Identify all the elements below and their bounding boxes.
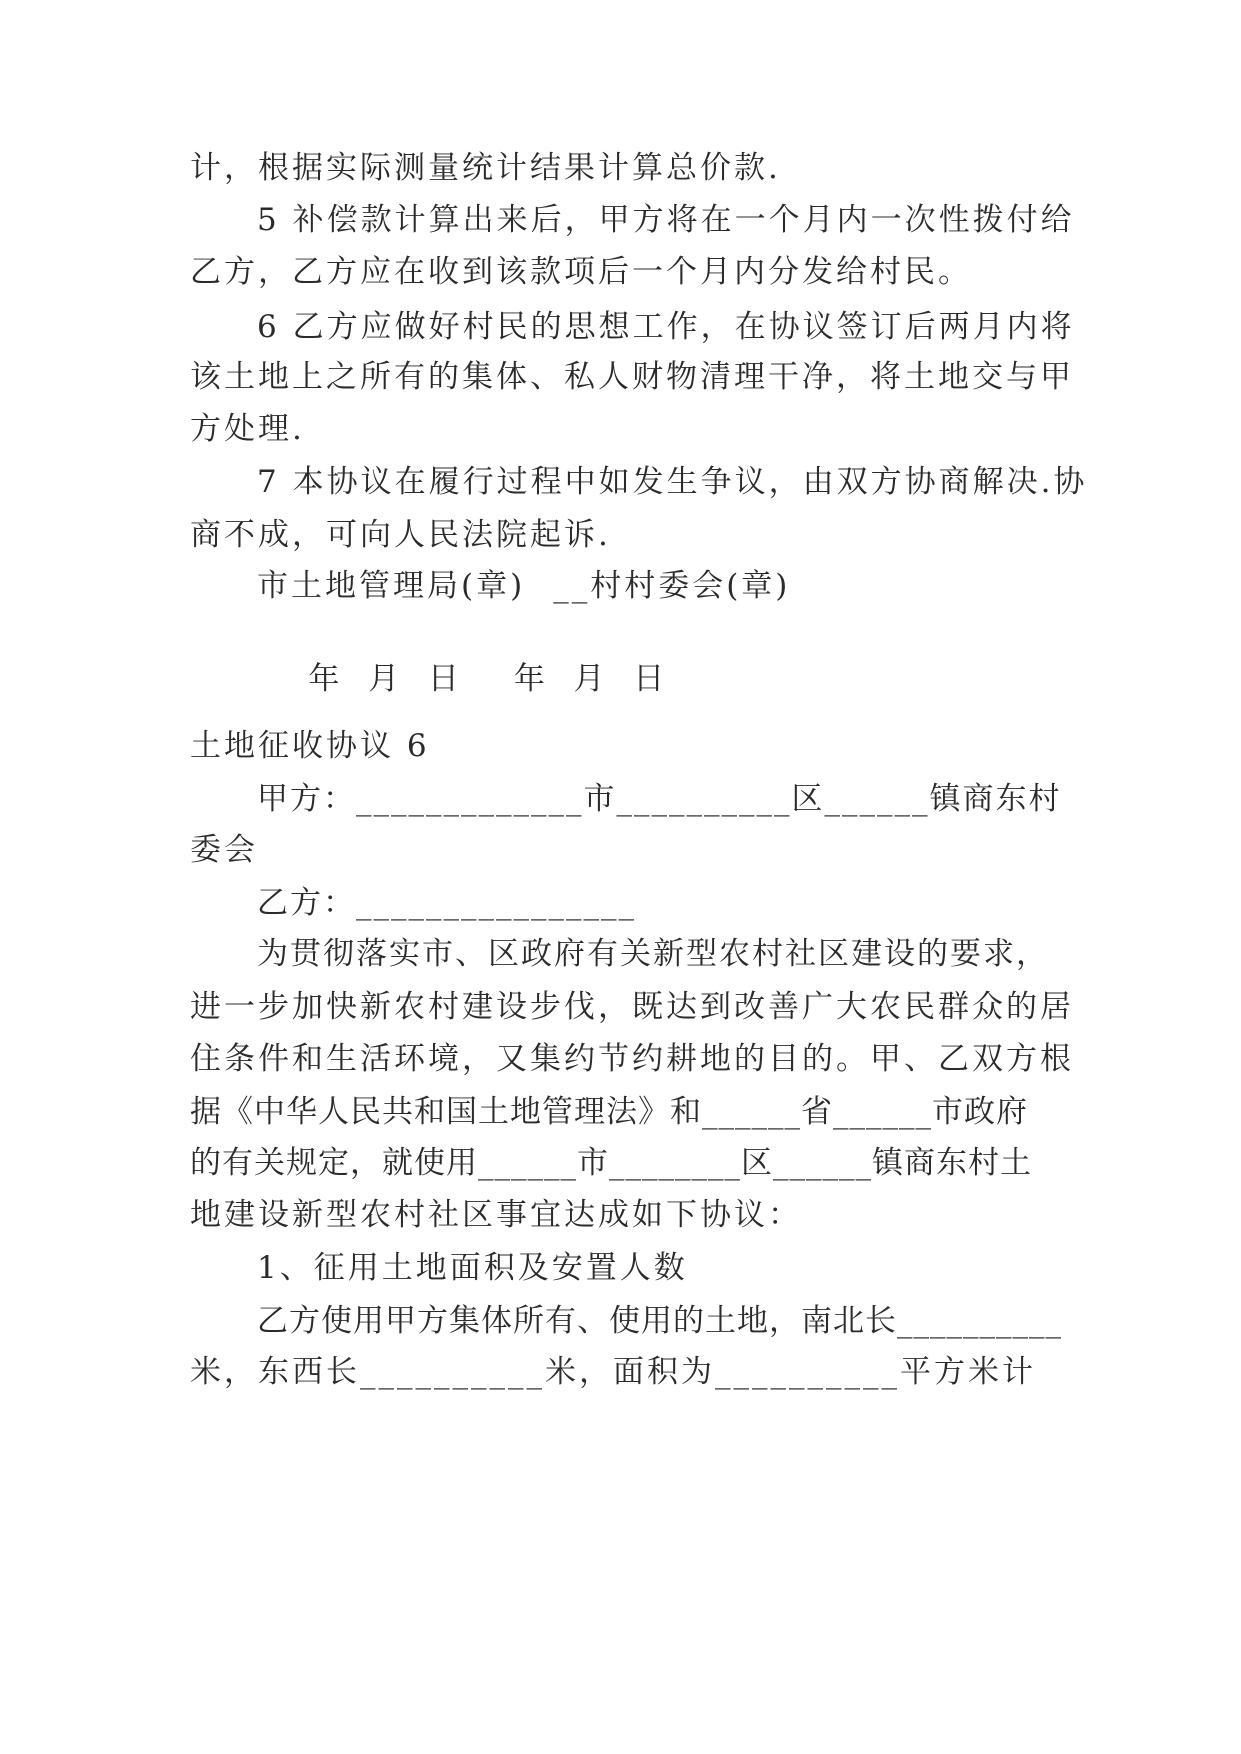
paragraph-line: 乙方，乙方应在收到该款项后一个月内分发给村民。: [190, 254, 972, 290]
paragraph-line: 地建设新型农村社区事宜达成如下协议：: [190, 1197, 802, 1233]
party-a-seal: 市土地管理局(章): [257, 568, 526, 604]
paragraph-line: 5 补偿款计算出来后，甲方将在一个月内一次性拨付给: [257, 202, 1075, 238]
paragraph-line: 乙方使用甲方集体所有、使用的土地，南北长__________: [257, 1303, 1062, 1339]
party-a-line: 甲方：_____________市__________区______镇商东村: [257, 781, 1062, 817]
paragraph-line: 据《中华人民共和国土地管理法》和______省______市政府: [190, 1094, 1028, 1130]
paragraph-line: 计，根据实际测量统计结果计算总价款.: [190, 150, 781, 186]
paragraph-line: 米，东西长__________米，面积为__________平方米计: [190, 1354, 1036, 1390]
party-b-seal: __村村委会(章): [553, 568, 791, 604]
signature-line: [257, 566, 1050, 606]
paragraph-line: 的有关规定，就使用______市________区______镇商东村土: [190, 1145, 1032, 1181]
date-line: [257, 619, 1050, 739]
paragraph-line: 进一步加快新农村建设步伐，既达到改善广大农民群众的居: [190, 989, 1074, 1025]
paragraph-line: 该土地上之所有的集体、私人财物清理干净，将土地交与甲: [190, 359, 1074, 395]
paragraph-line: 方处理.: [190, 411, 305, 447]
section-title: 土地征收协议 6: [190, 728, 430, 764]
clause-heading: 1、征用土地面积及安置人数: [257, 1250, 688, 1286]
paragraph-line: 住条件和生活环境，又集约节约耕地的目的。甲、乙双方根: [190, 1041, 1074, 1077]
paragraph-line: 委会: [190, 832, 258, 868]
paragraph-line: 7 本协议在履行过程中如发生争议，由双方协商解决.协: [257, 464, 1088, 500]
paragraph-line: 商不成，可向人民法院起诉.: [190, 517, 611, 553]
party-b-line: 乙方：________________: [257, 885, 636, 921]
date-b: 年 月 日: [513, 661, 668, 697]
paragraph-line: 6 乙方应做好村民的思想工作，在协议签订后两月内将: [257, 309, 1075, 345]
date-a: 年 月 日: [308, 661, 462, 697]
paragraph-line: 为贯彻落实市、区政府有关新型农村社区建设的要求，: [257, 936, 1049, 972]
